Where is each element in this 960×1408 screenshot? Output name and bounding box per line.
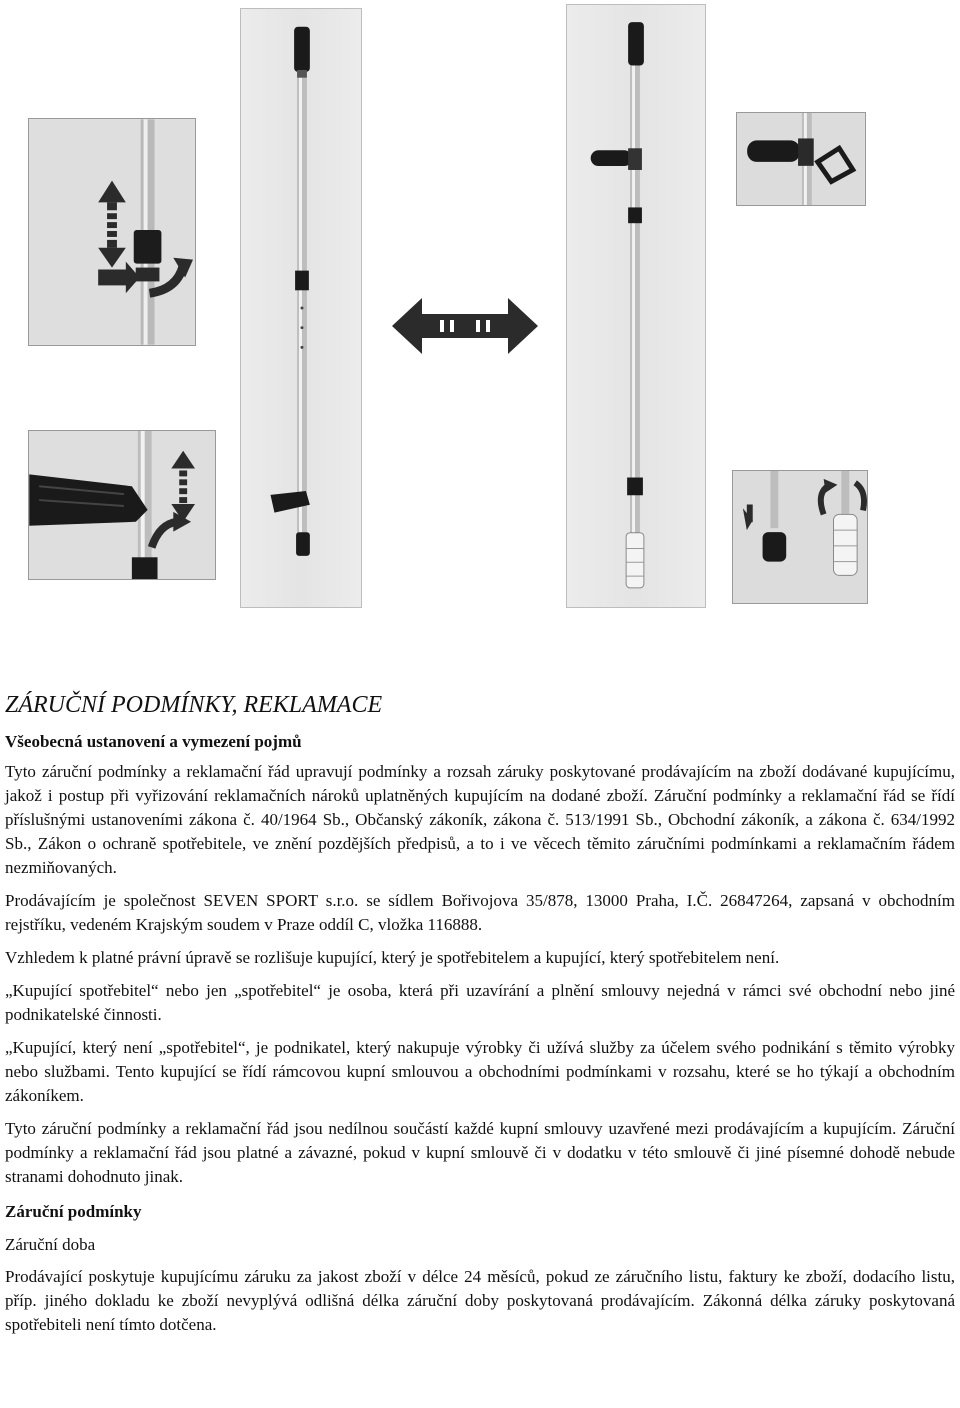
product-illustration bbox=[0, 0, 960, 620]
pole-long-panel bbox=[566, 4, 706, 608]
double-arrow-panel bbox=[392, 296, 538, 356]
paragraph-consumer-definition: „Kupující spotřebitel“ nebo jen „spotřebitel“ je osoba, která při uzavírání a plnění smlouvy nejedná v rámci své obchodní nebo jiné podnikatelské činnosti. bbox=[5, 981, 955, 1024]
paragraph-general-provisions: Tyto záruční podmínky a reklamační řád upravují podmínky a rozsah záruky poskytované prodávajícím na zboží dodávané kupujícímu, jakož i postup při vyřizování reklamačních nároků uplatněných kupujícím na dodané zboží. Záruční podmínky a reklamační řád se řídí příslušnými ustanoveními zákona č. 40/1964 Sb., Občanský zákoník, zákona č. 513/1991 Sb., Obchodní zákoník, a zákona č. 634/1992 Sb., Zákon o ochraně spotřebitele, ve znění pozdějších předpisů, a to i ve věcech těmito záručními podmínkami a reklamačním řádem nezmiňovaných. bbox=[5, 762, 955, 877]
section-heading: Všeobecná ustanovení a vymezení pojmů bbox=[5, 732, 302, 751]
warranty-heading: Záruční podmínky bbox=[5, 1202, 142, 1221]
crutch-pole-extended-icon bbox=[567, 5, 705, 607]
paragraph-contract-part: Tyto záruční podmínky a reklamační řád jsou nedílnou součástí každé kupní smlouvy uzavřené mezi prodávajícím a kupujícím. Záruční podmínky a reklamační řád jsou platné a závazné, pokud v kupní smlouvě či v dodatku v této smlouvě či jiné písemné dohodě nebude stranami dohodnuto jinak. bbox=[5, 1119, 955, 1186]
paragraph-seller: Prodávajícím je společnost SEVEN SPORT s.r.o. se sídlem Bořivojova 35/878, 13000 Praha, I.Č. 26847264, zapsaná v obchodním rejstříku, vedeném Krajským soudem v Praze oddíl C, vložka 116888. bbox=[5, 891, 955, 934]
crutch-pole-icon bbox=[241, 9, 361, 607]
handle-detail-panel bbox=[736, 112, 866, 206]
paragraph-business-buyer: „Kupující, který není „spotřebitel“, je podnikatel, který nakupuje výrobky či užívá služby za účelem svého podnikání s těmito výrobky nebo službami. Tento kupující se řídí rámcovou kupní smlouvou a obchodními podmínkami v rozsahu, které se ho týkají a obchodním zákoníkem. bbox=[5, 1038, 955, 1105]
clamp-detail-panel bbox=[28, 118, 196, 346]
paragraph-buyer-distinction: Vzhledem k platné právní úpravě se rozlišuje kupující, který je spotřebitelem a kupující, který spotřebitelem není. bbox=[5, 948, 780, 967]
twist-lock-icon bbox=[29, 119, 195, 345]
tip-detail-panel bbox=[732, 470, 868, 604]
foot-detail-panel bbox=[28, 430, 216, 580]
document-title: ZÁRUČNÍ PODMÍNKY, REKLAMACE bbox=[5, 692, 383, 718]
paragraph-warranty-period: Prodávající poskytuje kupujícímu záruku za jakost zboží v délce 24 měsíců, pokud ze záručního listu, faktury ke zboží, dodacího listu, příp. jiného dokladu ke zboží nevyplývá odlišná délka záruční doby poskytovaná prodávajícím. Zákonná délka záruky poskytovaná spotřebiteli není tímto dotčena. bbox=[5, 1267, 955, 1334]
double-arrow-icon bbox=[392, 296, 538, 356]
pole-short-panel bbox=[240, 8, 362, 608]
handle-grip-icon bbox=[737, 113, 865, 205]
warranty-subheading: Záruční doba bbox=[5, 1235, 96, 1254]
rubber-tip-icon bbox=[733, 471, 867, 603]
warranty-document bbox=[5, 690, 955, 1337]
foot-pedal-icon bbox=[29, 431, 215, 579]
